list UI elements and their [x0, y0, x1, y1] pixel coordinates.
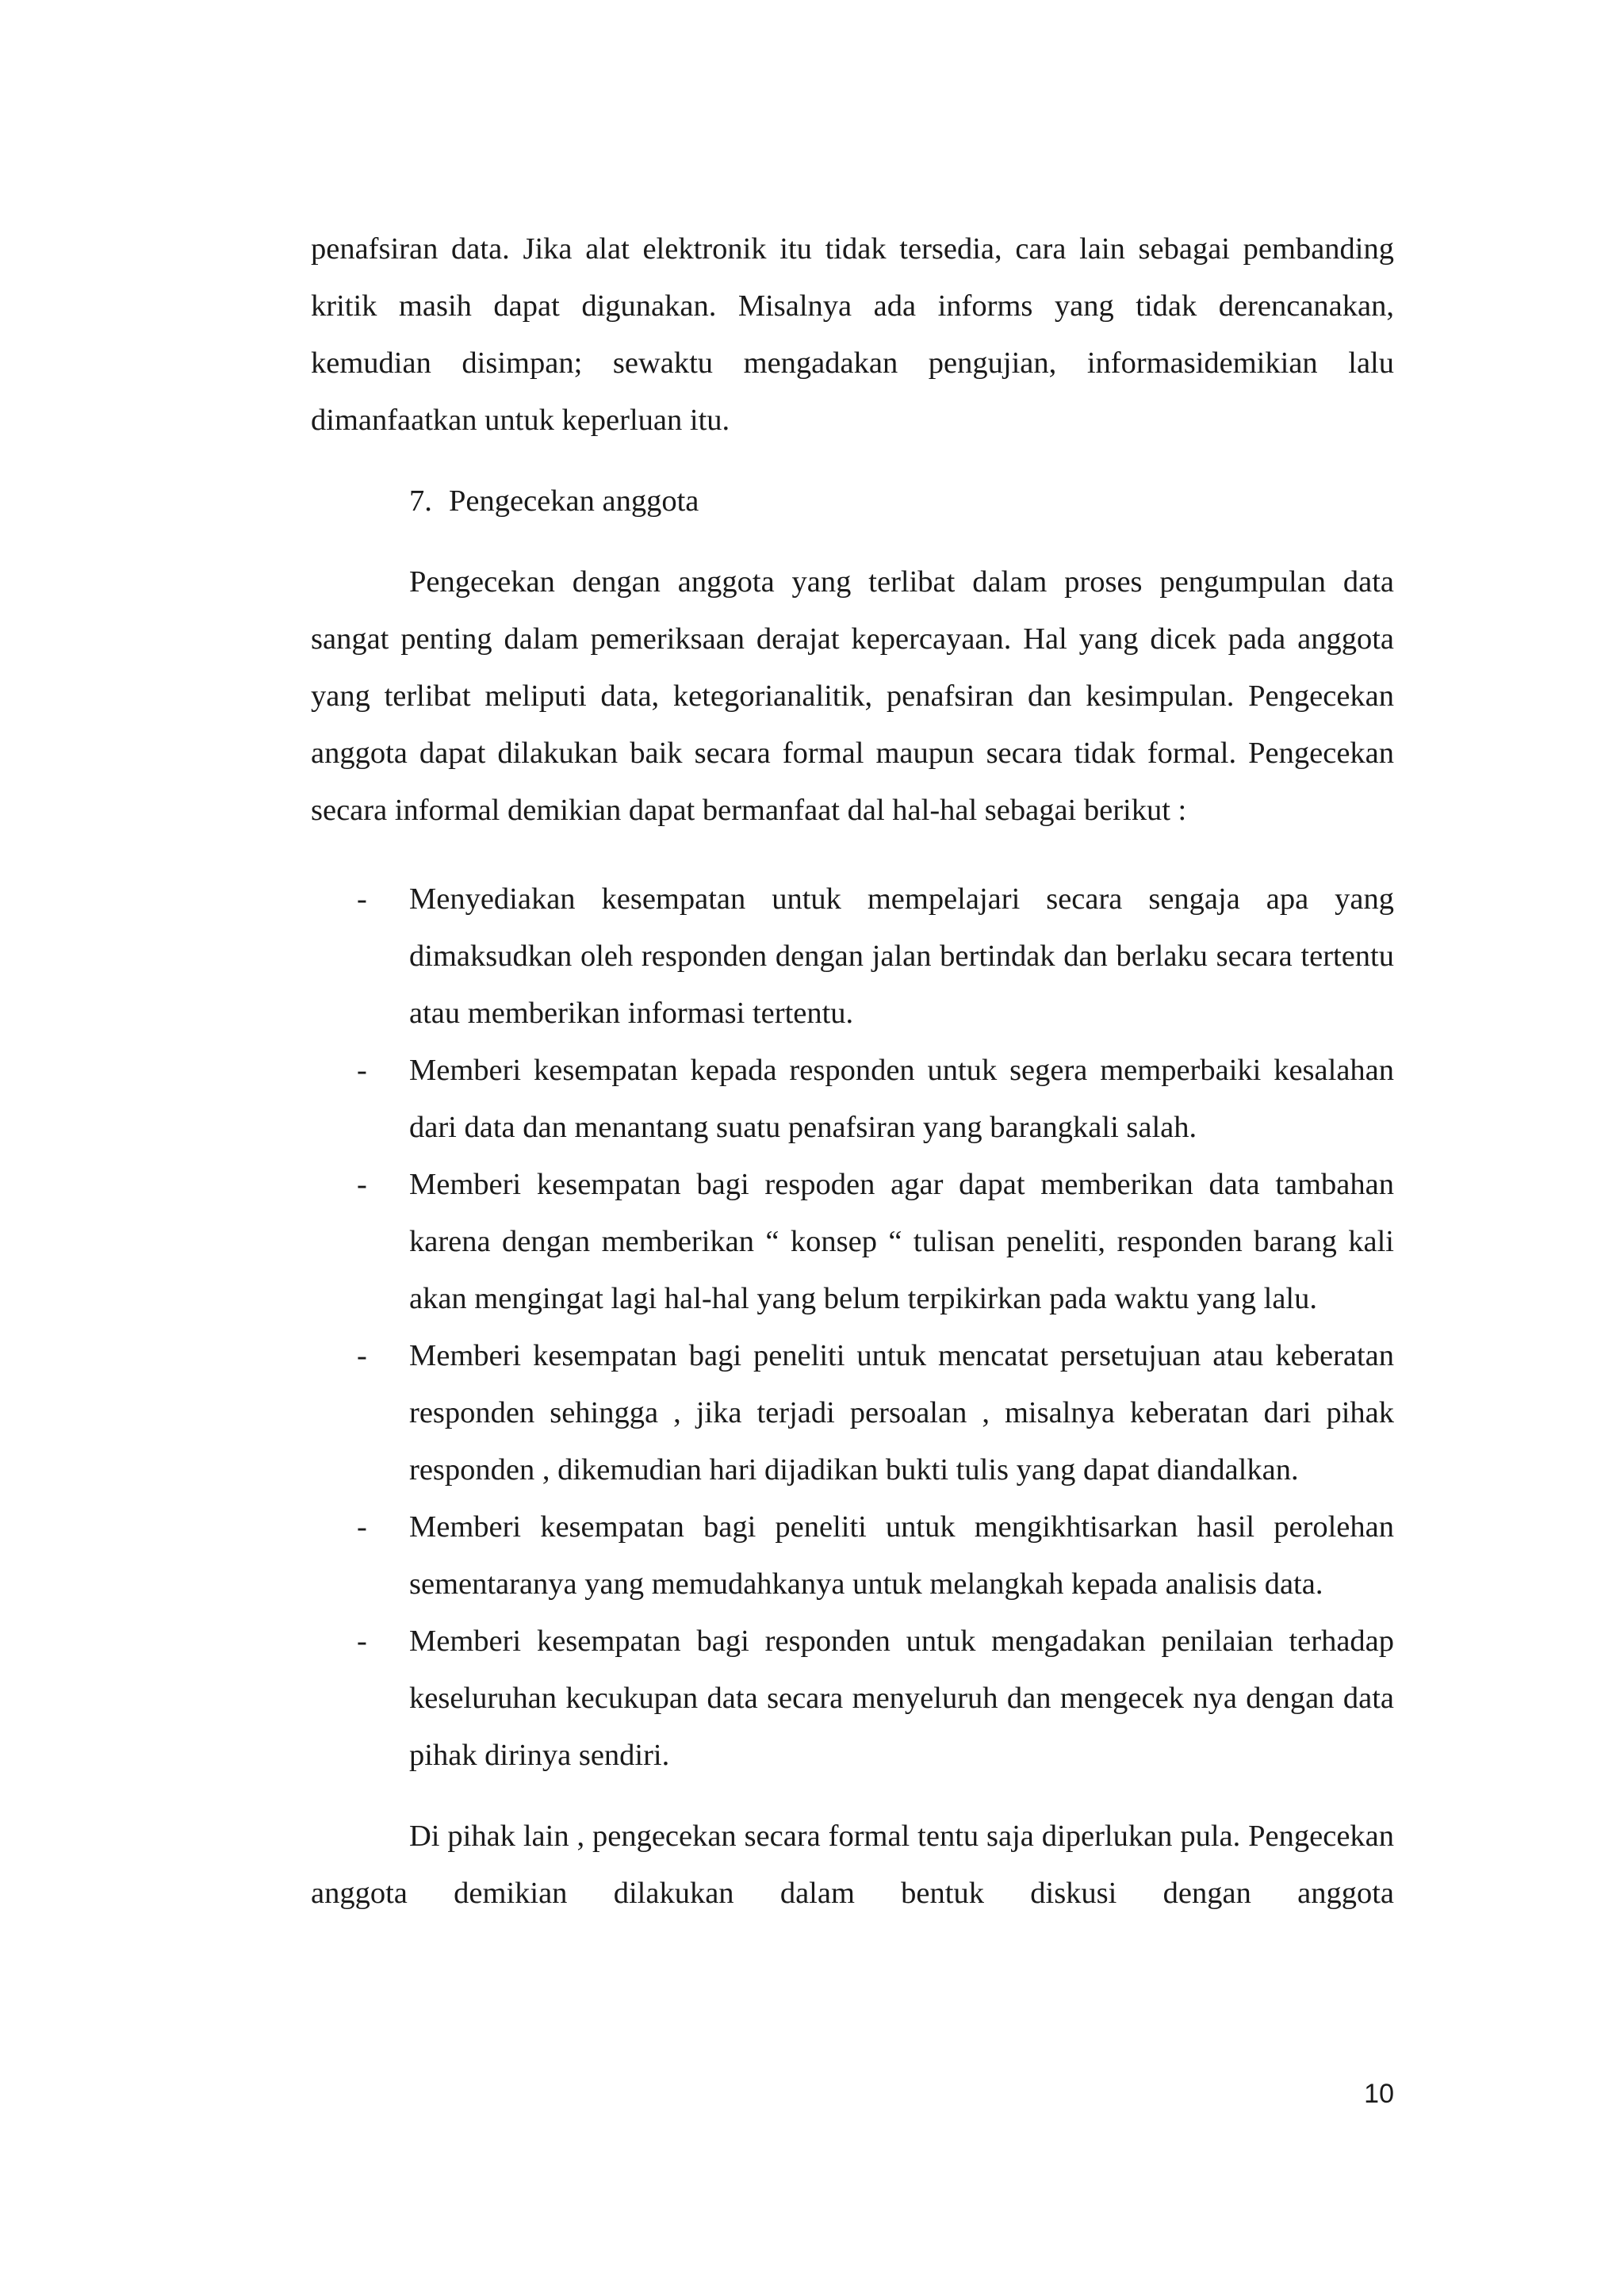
list-item [311, 1613, 1394, 1784]
list-item [311, 1042, 1394, 1156]
bullet-list [311, 871, 1394, 1784]
intro-paragraph: penafsiran data. Jika alat elektronik itu tidak tersedia, cara lain sebagai pembanding kritik masih dapat digunakan. Misalnya ada informs yang tidak derencanakan, kemudian disimpan; sewaktu mengadakan pengujian, informasidemikian lalu dimanfaatkan untuk keperluan itu. [311, 232, 1394, 437]
list-item [311, 1156, 1394, 1327]
bullet-dash: - [357, 882, 367, 916]
bullet-dash: - [357, 1510, 367, 1544]
list-item-text: Memberi kesempatan bagi peneliti untuk mencatat persetujuan atau keberatan responden sehingga , jika terjadi persoalan , misalnya keberatan dari pihak responden , dikemudian hari dijadikan bukti tulis yang dapat diandalkan. [409, 1339, 1394, 1487]
bullet-dash: - [357, 1054, 367, 1087]
bullet-dash: - [357, 1624, 367, 1658]
list-item [311, 1327, 1394, 1498]
page-number: 10 [1364, 2079, 1394, 2109]
bullet-dash: - [357, 1339, 367, 1372]
list-item [311, 871, 1394, 1042]
section-title: Pengecekan anggota [449, 484, 699, 518]
bullet-dash: - [357, 1168, 367, 1201]
section-heading [409, 473, 1394, 530]
list-item-text: Memberi kesempatan bagi respoden agar dapat memberikan data tambahan karena dengan memberikan “ konsep “ tulisan peneliti, responden barang kali akan mengingat lagi hal-hal yang belum terpikirkan pada waktu yang lalu. [409, 1168, 1394, 1315]
paragraph-member-check: Pengecekan dengan anggota yang terlibat dalam proses pengumpulan data sangat penting dalam pemeriksaan derajat kepercayaan. Hal yang dicek pada anggota yang terlibat meliputi data, ketegorianalitik, penafsiran dan kesimpulan. Pengecekan anggota dapat dilakukan baik secara formal maupun secara tidak formal. Pengecekan secara informal demikian dapat bermanfaat dal hal-hal sebagai berikut : [311, 565, 1394, 827]
document-page [311, 220, 1394, 1922]
list-item-text: Memberi kesempatan bagi peneliti untuk mengikhtisarkan hasil perolehan sementaranya yang memudahkanya untuk melangkah kepada analisis data. [409, 1510, 1394, 1601]
list-item [311, 1498, 1394, 1613]
list-item-text: Memberi kesempatan bagi responden untuk mengadakan penilaian terhadap keseluruhan kecukupan data secara menyeluruh dan mengecek nya dengan data pihak dirinya sendiri. [409, 1624, 1394, 1772]
paragraph-formal-check: Di pihak lain , pengecekan secara formal tentu saja diperlukan pula. Pengecekan anggota demikian dilakukan dalam bentuk diskusi dengan anggota [311, 1820, 1394, 1910]
list-item-text: Memberi kesempatan kepada responden untuk segera memperbaiki kesalahan dari data dan menantang suatu penafsiran yang barangkali salah. [409, 1054, 1394, 1144]
section-number: 7. [409, 484, 432, 518]
list-item-text: Menyediakan kesempatan untuk mempelajari secara sengaja apa yang dimaksudkan oleh responden dengan jalan bertindak dan berlaku secara tertentu atau memberikan informasi tertentu. [409, 882, 1394, 1030]
